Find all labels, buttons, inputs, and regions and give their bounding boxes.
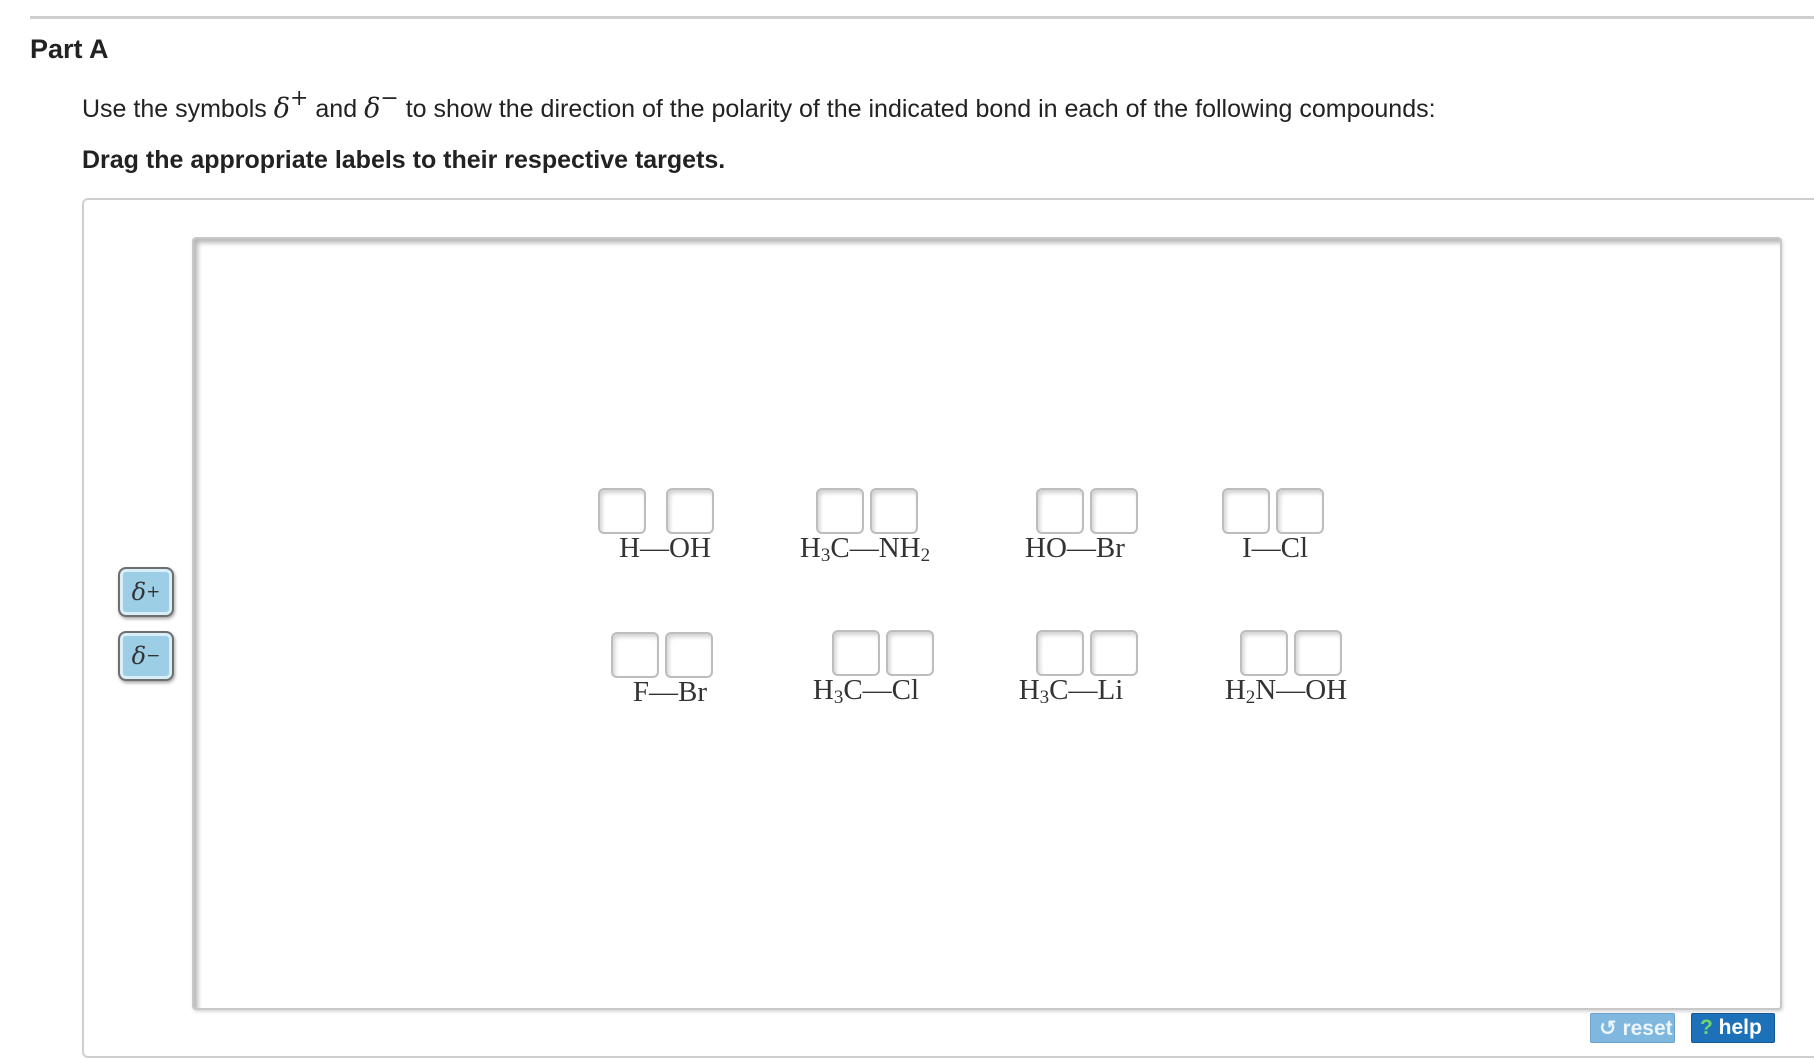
drop-target-right[interactable] (870, 488, 918, 534)
drop-target-right[interactable] (1090, 488, 1138, 534)
part-title: Part A (30, 34, 109, 64)
compound-h3c-cl (781, 630, 951, 720)
formula-f-br: F—Br (632, 676, 708, 708)
drop-target-left[interactable] (611, 632, 659, 678)
drop-target-left[interactable] (598, 488, 646, 534)
delta-plus-symbol: δ+ (273, 86, 309, 124)
instruction-prefix: Use the symbols (82, 95, 267, 123)
drop-canvas (192, 237, 1782, 1010)
label-delta-plus[interactable]: δ + (118, 567, 174, 617)
formula-h3c-cl: $H_3C—Cl$ (812, 674, 920, 708)
delta-minus-symbol: δ− (364, 86, 399, 124)
instruction-text (82, 86, 1436, 124)
drop-target-left[interactable] (816, 488, 864, 534)
compound-f-br (585, 632, 755, 722)
drop-target-right[interactable] (1090, 630, 1138, 676)
reset-label: reset (1622, 1017, 1673, 1040)
drop-target-left[interactable] (1222, 488, 1270, 534)
reset-button[interactable] (1590, 1013, 1675, 1043)
compound-h-oh (580, 488, 750, 578)
drop-target-left[interactable] (1240, 630, 1288, 676)
reset-icon: ↺ (1599, 1017, 1617, 1040)
formula-ho-br: HO—Br (1025, 532, 1125, 564)
help-icon: ? (1700, 1016, 1713, 1039)
formula-i-cl: I—Cl (1241, 532, 1309, 564)
drop-target-left[interactable] (832, 630, 880, 676)
top-divider (30, 16, 1814, 19)
drop-target-right[interactable] (1276, 488, 1324, 534)
compound-i-cl (1190, 488, 1360, 578)
label-delta-minus[interactable]: δ − (118, 631, 174, 681)
drop-target-right[interactable] (886, 630, 934, 676)
help-button[interactable] (1691, 1013, 1775, 1043)
formula-h-oh: H—OH (619, 532, 711, 564)
compound-h2n-oh (1201, 630, 1371, 720)
drag-hint: Drag the appropriate labels to their respective targets. (82, 146, 726, 174)
formula-h2n-oh: $H_2N—OH$ (1224, 674, 1348, 708)
formula-h3c-li: $H_3C—Li$ (1018, 674, 1124, 708)
formula-h3c-nh2: $H_3C—NH_2$ (799, 532, 931, 566)
compound-h3c-li (986, 630, 1156, 720)
drop-target-left[interactable] (1036, 630, 1084, 676)
help-label: help (1718, 1016, 1762, 1039)
compound-ho-br (990, 488, 1160, 578)
compound-h3c-nh2 (780, 488, 950, 578)
instruction-suffix: to show the direction of the polarity of the indicated bond in each of the following compounds: (405, 95, 1436, 123)
drop-target-right[interactable] (666, 488, 714, 534)
drop-target-right[interactable] (1294, 630, 1342, 676)
instruction-and: and (315, 95, 358, 123)
drop-target-right[interactable] (665, 632, 713, 678)
drop-target-left[interactable] (1036, 488, 1084, 534)
